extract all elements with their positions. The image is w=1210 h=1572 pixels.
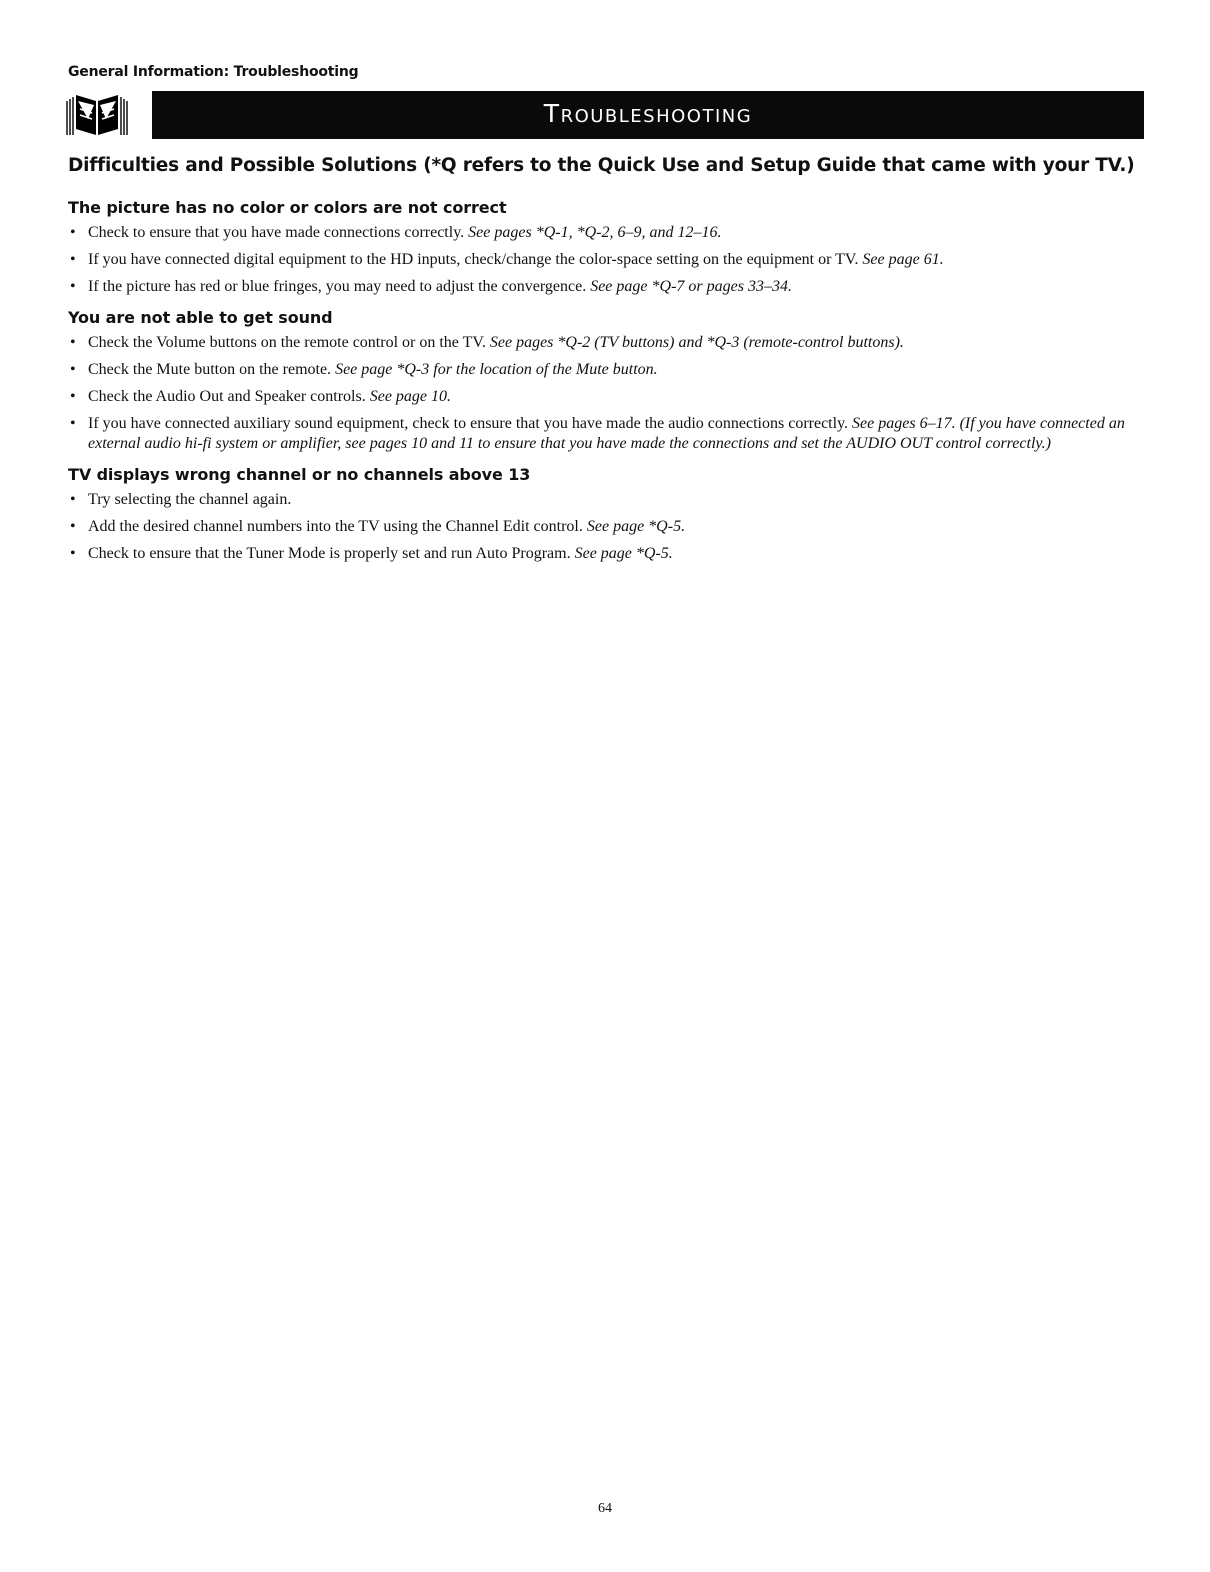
page-reference: See pages *Q-1, *Q-2, 6–9, and 12–16. <box>468 224 722 241</box>
page-reference: See pages *Q-2 (TV buttons) and *Q-3 (remote-control buttons). <box>489 334 904 351</box>
troubleshooting-content <box>68 198 1148 575</box>
item-text: Check to ensure that you have made connections correctly. <box>88 224 469 241</box>
page-reference: See page 61. <box>862 251 944 268</box>
breadcrumb: General Information: Troubleshooting <box>68 64 359 80</box>
list-item <box>68 517 1148 537</box>
list-item <box>68 490 1148 510</box>
page-subtitle: Difficulties and Possible Solutions (*Q refers to the Quick Use and Setup Guide that came with your TV.) <box>68 155 1135 176</box>
item-text: If the picture has red or blue fringes, you may need to adjust the convergence. <box>88 278 591 295</box>
solution-list <box>68 490 1148 564</box>
item-text: Check to ensure that the Tuner Mode is properly set and run Auto Program. <box>88 545 575 562</box>
section-heading: You are not able to get sound <box>68 308 333 327</box>
bullet-icon: • <box>70 224 76 241</box>
list-item <box>68 333 1148 353</box>
list-item <box>68 360 1148 380</box>
page-reference: See page *Q-3 for the location of the Mute button. <box>335 361 658 378</box>
section-picture <box>68 198 1148 297</box>
section-sound <box>68 308 1148 454</box>
bullet-icon: • <box>70 545 76 562</box>
item-text: Check the Mute button on the remote. <box>88 361 336 378</box>
banner-title: Troubleshooting <box>543 99 753 128</box>
page-reference: See page *Q-7 or pages 33–34. <box>590 278 792 295</box>
list-item <box>68 277 1148 297</box>
list-item <box>68 544 1148 564</box>
item-text: Check the Audio Out and Speaker controls. <box>88 388 370 405</box>
bullet-icon: • <box>70 518 76 535</box>
bullet-icon: • <box>70 251 76 268</box>
list-item <box>68 387 1148 407</box>
item-text: Add the desired channel numbers into the TV using the Channel Edit control. <box>88 518 587 535</box>
solution-list <box>68 333 1148 454</box>
item-text: If you have connected digital equipment to the HD inputs, check/change the color-space setting on the equipment or TV. <box>88 251 863 268</box>
list-item <box>68 223 1148 243</box>
solution-list <box>68 223 1148 297</box>
page-reference: See pages 6–17. (If you have connected an external audio hi-fi system or amplifier, see pages 10 and 11 to ensure that you have made the connections and set the AUDIO OUT control correctly.) <box>88 415 1125 452</box>
page-reference: See page *Q-5. <box>574 545 673 562</box>
section-heading: The picture has no color or colors are not correct <box>68 198 507 217</box>
list-item <box>68 250 1148 270</box>
section-channels <box>68 465 1148 564</box>
page-reference: See page 10. <box>369 388 452 405</box>
bullet-icon: • <box>70 334 76 351</box>
book-icon <box>66 93 128 137</box>
list-item <box>68 414 1148 454</box>
bullet-icon: • <box>70 491 76 508</box>
item-text: Try selecting the channel again. <box>88 491 292 508</box>
bullet-icon: • <box>70 415 76 432</box>
item-text: Check the Volume buttons on the remote control or on the TV. <box>88 334 490 351</box>
section-heading: TV displays wrong channel or no channels above 13 <box>68 465 531 484</box>
bullet-icon: • <box>70 278 76 295</box>
section-banner <box>66 91 1144 139</box>
item-text: If you have connected auxiliary sound equipment, check to ensure that you have made the audio connections correctly. <box>88 415 853 432</box>
banner-bar <box>152 91 1144 139</box>
bullet-icon: • <box>70 361 76 378</box>
page-reference: See page *Q-5. <box>586 518 686 535</box>
bullet-icon: • <box>70 388 76 405</box>
page-number: 64 <box>598 1501 612 1516</box>
